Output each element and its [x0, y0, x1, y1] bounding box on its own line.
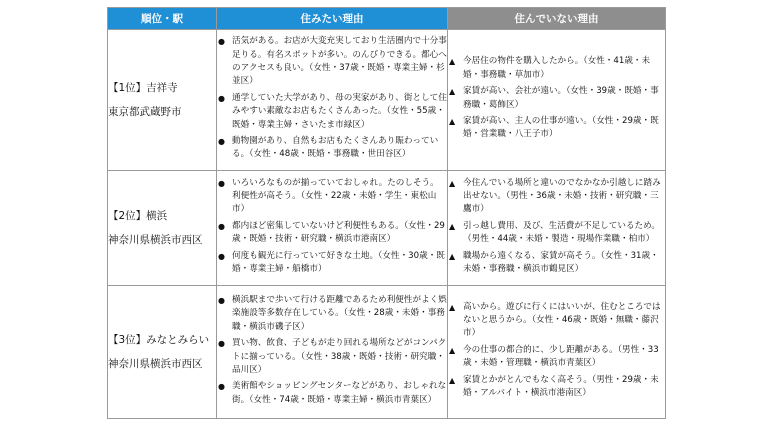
not-living-reason-item: [448, 177, 665, 217]
circle-bullet-icon: ●: [218, 221, 225, 231]
reason-text: 何度も観光に行っていて好きな土地。（女性・30歳・既婚・専業主婦・船橋市）: [232, 250, 445, 275]
triangle-bullet-icon: ▲: [449, 221, 456, 231]
circle-bullet-icon: ●: [218, 93, 225, 103]
not-living-reason-item: [448, 301, 665, 341]
want-reason-item: [217, 380, 447, 407]
rank-station: 【3位】みなとみらい: [108, 334, 210, 346]
triangle-bullet-icon: ▲: [449, 251, 456, 261]
want-reason-item: [217, 337, 447, 377]
rank-station: 【2位】横浜: [108, 210, 168, 222]
ranking-table: [107, 7, 666, 419]
not-living-reason-item: [448, 115, 665, 142]
rank-cell: [108, 286, 217, 419]
header-rank: 順位・駅: [108, 8, 217, 30]
triangle-bullet-icon: ▲: [449, 302, 456, 312]
circle-bullet-icon: ●: [218, 382, 225, 392]
not-living-reason-item: [448, 374, 665, 401]
not-living-reason-item: [448, 85, 665, 112]
want-reasons-cell: [217, 171, 448, 286]
reason-text: いろいろなものが揃っていておしゃれ。たのしそう。利便性が高そう。（女性・22歳・未婚・学生・東松山市）: [232, 177, 439, 215]
not-living-reason-item: [448, 344, 665, 371]
header-not-living-reasons: 住んでいない理由: [448, 8, 666, 30]
reason-text: 横浜駅まで歩いて行ける距離であるため利便性がよく娯楽施設等多数存在している。（女性・28歳・未婚・事務職・横浜市磯子区）: [232, 294, 447, 332]
circle-bullet-icon: ●: [218, 178, 225, 188]
triangle-bullet-icon: ▲: [449, 57, 456, 67]
rank-area: 神奈川県横浜市西区: [108, 234, 203, 246]
want-reason-item: [217, 294, 447, 334]
rank-cell: [108, 30, 217, 171]
reason-text: 都内ほど密集していないけど利便性もある。（女性・29歳・既婚・技術・研究職・横浜市港南区）: [232, 220, 445, 245]
table-row-rank-3: [108, 286, 666, 419]
reason-text: 家賃が高い、会社が遠い。（女性・39歳・既婚・事務職・葛飾区）: [463, 86, 659, 110]
triangle-bullet-icon: ▲: [449, 87, 456, 97]
circle-bullet-icon: ●: [218, 295, 225, 305]
reason-text: 今居住の物件を購入したから。（女性・41歳・未婚・事務職・草加市）: [463, 56, 651, 80]
reason-text: 高いから。遊びに行くにはいいが、住むところではないと思うから。（女性・46歳・既婚・無職・藤沢市）: [463, 301, 661, 339]
not-living-reasons-cell: [448, 30, 666, 171]
circle-bullet-icon: ●: [218, 137, 225, 147]
reason-text: 引っ越し費用、及び、生活費が不足しているため。（男性・44歳・未婚・製造・現場作業職・柏市）: [463, 220, 660, 245]
want-reason-item: [217, 177, 447, 217]
not-living-reasons-cell: [448, 171, 666, 286]
not-living-reason-item: [448, 220, 665, 247]
reason-text: 活気がある。お店が大変充実しており生活圏内で十分事足りる。有名スポットが多い。のんびりできる。都心へのアクセスも良い。（女性・37歳・既婚・専業主婦・杉並区）: [232, 36, 447, 87]
circle-bullet-icon: ●: [218, 251, 225, 261]
want-reason-item: [217, 135, 447, 162]
want-reason-item: [217, 220, 447, 247]
reason-text: 美術館やショッピングセンターなどがあり、おしゃれな街。（女性・74歳・既婚・専業主婦・横浜市青葉区）: [232, 381, 447, 405]
reason-text: 買い物、飲食、子どもが走り回れる場所などがコンパクトに揃っている。（女性・38歳・既婚・技術・研究職・品川区）: [232, 338, 447, 375]
header-row: [108, 8, 666, 30]
table-row-rank-2: [108, 171, 666, 286]
rank-station: 【1位】吉祥寺: [108, 82, 178, 94]
header-want-reasons: 住みたい理由: [217, 8, 448, 30]
circle-bullet-icon: ●: [218, 37, 225, 47]
triangle-bullet-icon: ▲: [449, 345, 456, 355]
rank-area: 東京都武蔵野市: [108, 106, 182, 118]
want-reasons-cell: [217, 30, 448, 171]
want-reason-item: [217, 35, 447, 89]
table-row-rank-1: [108, 30, 666, 171]
reason-text: 家賃が高い、主人の仕事が遠い。（女性・29歳・既婚・営業職・八王子市）: [463, 115, 659, 140]
reason-text: 今の仕事の都合的に、少し距離がある。（男性・33歳・未婚・管理職・横浜市青葉区）: [463, 344, 659, 369]
reason-text: 職場から遠くなる、家賃が高そう。（女性・31歳・未婚・事務職・横浜市鶴見区）: [463, 250, 659, 275]
not-living-reason-item: [448, 55, 665, 82]
reason-text: 動物園があり、自然もお店もたくさんあり賑わっている。（女性・48歳・既婚・事務職・世田谷区）: [232, 136, 439, 160]
want-reason-item: [217, 250, 447, 277]
triangle-bullet-icon: ▲: [449, 116, 456, 126]
rank-cell: [108, 171, 217, 286]
rank-area: 神奈川県横浜市西区: [108, 358, 203, 370]
want-reasons-cell: [217, 286, 448, 419]
not-living-reasons-cell: [448, 286, 666, 419]
triangle-bullet-icon: ▲: [449, 178, 456, 188]
reason-text: 家賃とかがとんでもなく高そう。（男性・29歳・未婚・アルバイト・横浜市港南区）: [463, 374, 659, 399]
not-living-reason-item: [448, 250, 665, 277]
triangle-bullet-icon: ▲: [449, 375, 456, 385]
want-reason-item: [217, 92, 447, 132]
circle-bullet-icon: ●: [218, 339, 225, 349]
reason-text: 通学していた大学があり、母の実家があり、街として住みやすい素敵なお店もたくさんあった。（女性・55歳・既婚・専業主婦・さいたま市緑区）: [232, 92, 447, 130]
reason-text: 今住んでいる場所と違いのでなかなか引越しに踏み出せない。（男性・36歳・未婚・技術・研究職・三鷹市）: [463, 177, 661, 215]
